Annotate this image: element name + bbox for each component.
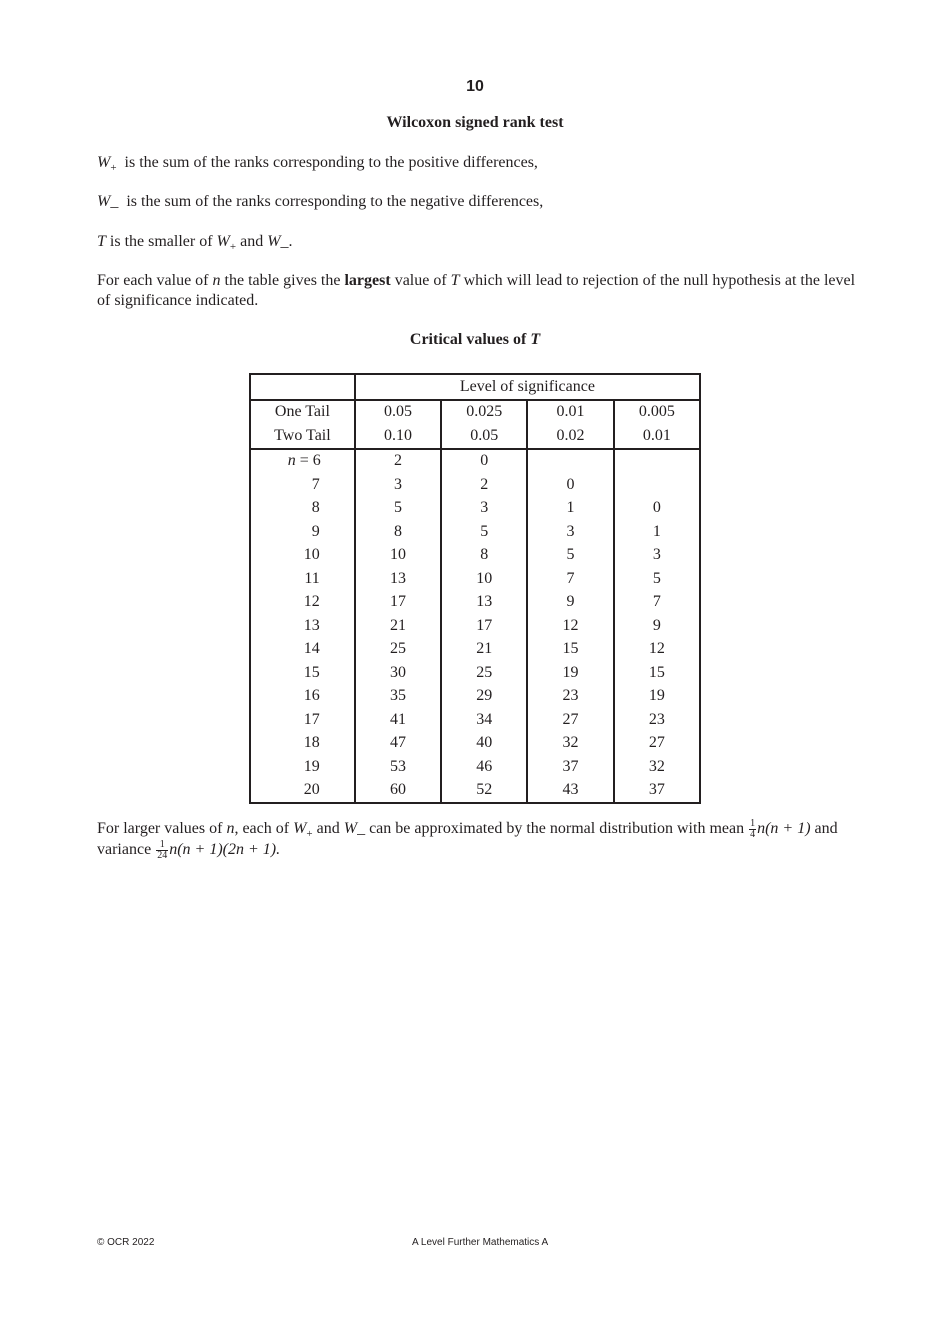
table-title: Critical values of T: [409, 331, 541, 348]
critical-value-cell: 17: [441, 614, 527, 638]
table-row: [250, 614, 700, 638]
critical-value-cell: 15: [527, 638, 613, 662]
two-tail-value: 0.05: [441, 424, 527, 449]
two-tail-label: Two Tail: [250, 424, 355, 449]
critical-value-cell: 23: [614, 708, 700, 732]
normal-approximation-note: For larger values of n, each of $W_+$ and W_ can be approximated by the normal distribution with mean $\frac{1}{4}$ n(n + 1) and variance $\frac{1}{24}$ n(n + 1)(2n + 1).: [97, 818, 838, 861]
definition-t: T is the smaller of $W_+$ and W_.: [97, 233, 293, 253]
n-value: 15: [303, 663, 320, 681]
definition-w-plus: $W_+$ is the sum of the ranks corresponding to the positive differences,: [97, 154, 538, 174]
footer-subject: A Level Further Mathematics A: [412, 1237, 549, 1248]
two-tail-value: 0.01: [614, 424, 700, 449]
table-header-one-tail: [250, 400, 700, 425]
critical-value-cell: 46: [441, 755, 527, 779]
critical-value-cell: 41: [355, 708, 441, 732]
critical-value-cell: 13: [355, 567, 441, 591]
critical-value-cell: 8: [355, 520, 441, 544]
one-tail-value: 0.01: [527, 400, 613, 425]
n-value: 9: [311, 522, 320, 540]
table-row: [250, 638, 700, 662]
critical-value-cell: 3: [355, 473, 441, 497]
critical-value-cell: 43: [527, 779, 613, 804]
n-value: 12: [303, 593, 320, 611]
critical-value-cell: 7: [527, 567, 613, 591]
variance-fraction: $\frac{1}{24}$: [157, 839, 168, 861]
critical-value-cell: 23: [527, 685, 613, 709]
critical-values-table: [249, 373, 701, 804]
critical-value-cell: 30: [355, 661, 441, 685]
critical-value-cell: 5: [527, 544, 613, 568]
critical-value-cell: 15: [614, 661, 700, 685]
critical-value-cell: 27: [527, 708, 613, 732]
critical-value-cell: 34: [441, 708, 527, 732]
mean-fraction: $\frac{1}{4}$: [750, 818, 756, 840]
table-row: [250, 497, 700, 521]
critical-value-cell: 13: [441, 591, 527, 615]
n-value: 11: [304, 569, 320, 587]
critical-value-cell: 1: [527, 497, 613, 521]
mean-expression: n(n + 1): [757, 820, 811, 838]
one-tail-value: 0.005: [614, 400, 700, 425]
critical-value-cell: 5: [614, 567, 700, 591]
w-plus-symbol: W: [97, 154, 111, 171]
critical-value-cell: 37: [614, 779, 700, 804]
critical-value-cell: 0: [527, 473, 613, 497]
n-value: 17: [303, 710, 320, 728]
variance-expression: n(n + 1)(2n + 1).: [169, 841, 281, 859]
table-row: [250, 591, 700, 615]
n-value: 7: [311, 475, 320, 493]
critical-value-cell: 17: [355, 591, 441, 615]
critical-value-cell: 52: [441, 779, 527, 804]
critical-value-cell: 3: [527, 520, 613, 544]
critical-value-cell: 5: [355, 497, 441, 521]
critical-value-cell: [614, 449, 700, 474]
table-row: [250, 685, 700, 709]
footer-copyright: © OCR 2022: [97, 1237, 155, 1248]
n-value: 20: [303, 781, 320, 799]
table-row: [250, 755, 700, 779]
critical-value-cell: 2: [355, 449, 441, 474]
critical-value-cell: 2: [441, 473, 527, 497]
critical-value-cell: 29: [441, 685, 527, 709]
critical-value-cell: 9: [527, 591, 613, 615]
table-row: [250, 661, 700, 685]
critical-value-cell: 27: [614, 732, 700, 756]
critical-value-cell: 0: [441, 449, 527, 474]
table-explanation: For each value of n the table gives the largest value of T which will lead to rejection of the null hypothesis at the level of significance indicated.: [97, 272, 856, 309]
w-minus-symbol: W: [97, 193, 111, 210]
critical-value-cell: 12: [614, 638, 700, 662]
critical-value-cell: [527, 449, 613, 474]
two-tail-value: 0.10: [355, 424, 441, 449]
page-title: Wilcoxon signed rank test: [386, 114, 564, 131]
critical-value-cell: 21: [441, 638, 527, 662]
critical-value-cell: 40: [441, 732, 527, 756]
table-row: [250, 732, 700, 756]
n-value: 8: [311, 499, 320, 517]
critical-value-cell: 3: [614, 544, 700, 568]
critical-value-cell: 35: [355, 685, 441, 709]
critical-value-cell: 9: [614, 614, 700, 638]
critical-value-cell: 37: [527, 755, 613, 779]
critical-value-cell: 8: [441, 544, 527, 568]
critical-value-cell: 19: [614, 685, 700, 709]
n-value: 16: [303, 687, 320, 705]
table-header-level: [250, 374, 700, 400]
one-tail-label: One Tail: [274, 403, 330, 421]
table-row: [250, 520, 700, 544]
critical-value-cell: 10: [355, 544, 441, 568]
critical-value-cell: 1: [614, 520, 700, 544]
critical-value-cell: 25: [441, 661, 527, 685]
critical-value-cell: 19: [527, 661, 613, 685]
level-of-significance-header: Level of significance: [355, 374, 700, 400]
critical-value-cell: 53: [355, 755, 441, 779]
critical-value-cell: [614, 473, 700, 497]
table-row: [250, 567, 700, 591]
one-tail-value: 0.05: [355, 400, 441, 425]
critical-value-cell: 3: [441, 497, 527, 521]
critical-value-cell: 12: [527, 614, 613, 638]
n-value: 13: [303, 616, 320, 634]
table-row: [250, 473, 700, 497]
two-tail-value: 0.02: [527, 424, 613, 449]
n-value: n = 6: [287, 452, 321, 470]
n-value: 10: [303, 546, 320, 564]
critical-value-cell: 21: [355, 614, 441, 638]
critical-value-cell: 32: [614, 755, 700, 779]
n-value: 19: [303, 757, 320, 775]
definition-w-minus: W_ is the sum of the ranks corresponding to the negative differences,: [97, 193, 544, 210]
critical-value-cell: 25: [355, 638, 441, 662]
critical-value-cell: 5: [441, 520, 527, 544]
table-row: [250, 708, 700, 732]
critical-value-cell: 7: [614, 591, 700, 615]
critical-value-cell: 0: [614, 497, 700, 521]
page-number: 10: [466, 78, 484, 95]
critical-value-cell: 10: [441, 567, 527, 591]
table-header-two-tail: [250, 424, 700, 449]
table-row: [250, 544, 700, 568]
critical-value-cell: 60: [355, 779, 441, 804]
n-value: 18: [303, 734, 320, 752]
table-row: [250, 449, 700, 474]
critical-value-cell: 47: [355, 732, 441, 756]
table-row: [250, 779, 700, 804]
critical-value-cell: 32: [527, 732, 613, 756]
one-tail-value: 0.025: [441, 400, 527, 425]
n-value: 14: [303, 640, 320, 658]
